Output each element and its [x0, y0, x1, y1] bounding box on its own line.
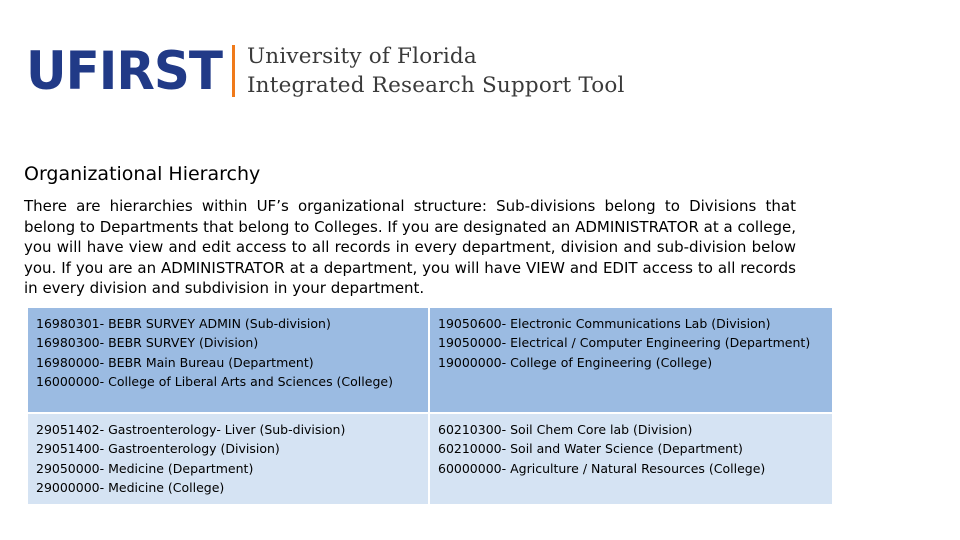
- hierarchy-entry: 16980000- BEBR Main Bureau (Department): [36, 354, 314, 370]
- logo-line-university: University of Florida: [246, 44, 477, 69]
- hierarchy-entry: 16000000- College of Liberal Arts and Sciences (College): [36, 373, 393, 389]
- hierarchy-entry: 29000000- Medicine (College): [36, 479, 225, 495]
- hierarchy-entry: 29051400- Gastroenterology (Division): [36, 441, 280, 457]
- table-cell: [27, 307, 429, 413]
- hierarchy-entry: 16980300- BEBR SURVEY (Division): [36, 335, 259, 351]
- table-cell: [429, 307, 833, 413]
- hierarchy-entry: 16980301- BEBR SURVEY ADMIN (Sub-division): [36, 316, 331, 331]
- hierarchy-entry: 19050000- Electrical / Computer Engineering (Department): [438, 335, 811, 351]
- hierarchy-examples-table: [26, 306, 834, 506]
- logo-divider: [232, 45, 235, 97]
- table-cell: [429, 413, 833, 505]
- table-row: [27, 307, 833, 413]
- ufirst-logo: [26, 40, 625, 102]
- logo-mark: UFIRST: [26, 40, 222, 102]
- hierarchy-entry: 19050600- Electronic Communications Lab (Division): [438, 316, 771, 331]
- hierarchy-entry: 60000000- Agriculture / Natural Resources (College): [438, 460, 766, 476]
- hierarchy-description: There are hierarchies within UF’s organizational structure: Sub-divisions belong to Divisions that belong to Departments that belong to Colleges. If you are designated an ADMINISTRATOR at a college, you will have view and edit access to all records in every department, division and sub-division below you. If you are an ADMINISTRATOR at a department, you will have VIEW and EDIT access to all records in every division and subdivision in your department.: [24, 197, 796, 297]
- hierarchy-entry: 19000000- College of Engineering (College): [438, 354, 713, 370]
- hierarchy-entry: 60210300- Soil Chem Core lab (Division): [438, 422, 693, 437]
- logo-text: [247, 42, 625, 100]
- table-cell: [27, 413, 429, 505]
- section-title: Organizational Hierarchy: [24, 163, 261, 185]
- hierarchy-entry: 60210000- Soil and Water Science (Department): [438, 441, 743, 457]
- table-row: [27, 413, 833, 505]
- hierarchy-entry: 29050000- Medicine (Department): [36, 460, 254, 476]
- logo-line-tool: Integrated Research Support Tool: [246, 73, 625, 98]
- hierarchy-entry: 29051402- Gastroenterology- Liver (Sub-division): [36, 422, 346, 437]
